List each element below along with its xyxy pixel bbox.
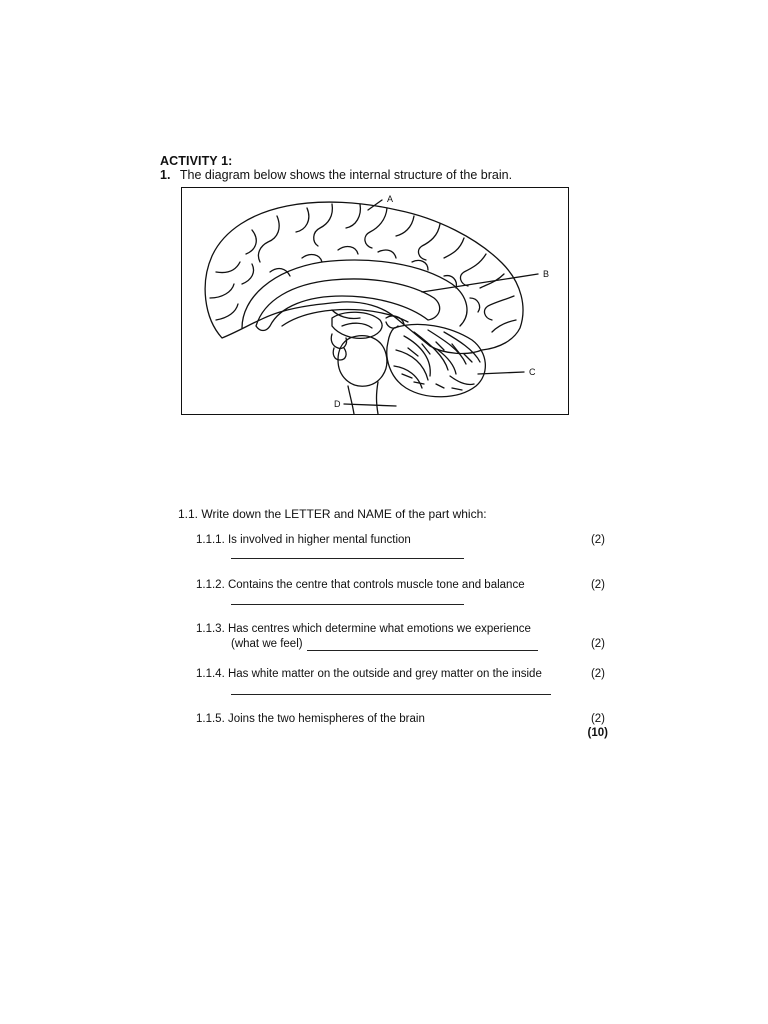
answer-line-1-1-1[interactable] [231,558,464,559]
answer-line-1-1-3[interactable] [307,650,538,651]
label-a: A [387,194,394,204]
total-marks: (10) [587,727,608,739]
marks-1-1-4: (2) [590,668,605,680]
label-d: D [334,399,341,409]
pons [338,336,387,387]
answer-line-1-1-2[interactable] [231,604,464,605]
cerebrum-outline [205,202,523,353]
brain-diagram [181,187,569,415]
section-1-1-intro: 1.1. Write down the LETTER and NAME of the part which: [178,507,487,521]
question-intro-text: The diagram below shows the internal structure of the brain. [179,168,513,182]
question-intro [160,168,512,182]
activity-title: ACTIVITY 1: [160,154,233,168]
brain-diagram-svg [182,188,568,414]
question-1-1-5: 1.1.5. Joins the two hemispheres of the brain [196,713,425,725]
medulla [348,386,354,414]
marks-1-1-3: (2) [590,638,605,650]
question-1-1-2: 1.1.2. Contains the centre that controls muscle tone and balance [196,579,525,591]
label-c: C [529,367,536,377]
question-1-1-1: 1.1.1. Is involved in higher mental function [196,534,411,546]
question-number: 1. [160,168,171,182]
label-b: B [543,269,550,279]
marks-1-1-5: (2) [590,713,605,725]
marks-1-1-2: (2) [590,579,605,591]
question-1-1-3-cont: (what we feel) [231,638,303,650]
marks-1-1-1: (2) [590,534,605,546]
question-1-1-3: 1.1.3. Has centres which determine what emotions we experience [196,623,531,635]
answer-line-1-1-4[interactable] [231,694,551,695]
question-1-1-4: 1.1.4. Has white matter on the outside and grey matter on the inside [196,668,542,680]
corpus-callosum [256,279,440,331]
